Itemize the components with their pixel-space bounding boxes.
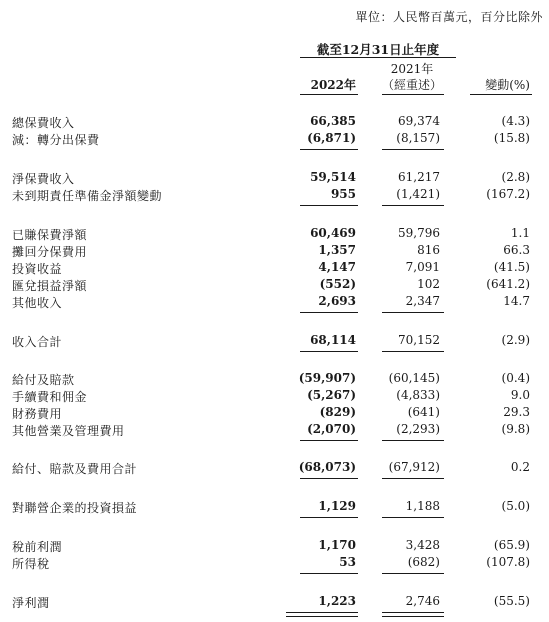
table-row (0, 388, 549, 405)
value-2022: 1,170 (318, 538, 356, 552)
value-2021: (682) (407, 555, 440, 569)
table-row (0, 555, 549, 572)
value-change: (65.9) (493, 538, 530, 552)
value-2021: 816 (417, 243, 440, 257)
header-underline-change (470, 94, 532, 95)
value-2021: (4,833) (396, 388, 440, 402)
table-row (0, 187, 549, 204)
row-label: 對聯營企業的投資損益 (12, 501, 138, 515)
table-row (0, 460, 549, 477)
value-2022: 4,147 (318, 260, 356, 274)
row-label: 給付及賠款 (12, 373, 75, 387)
table-row (0, 131, 549, 148)
subtotal-rule (300, 440, 358, 441)
value-change: (41.5) (493, 260, 530, 274)
value-2022: 2,693 (318, 294, 356, 308)
subtotal-rule (382, 478, 444, 479)
row-label: 匯兌損益淨額 (12, 279, 88, 293)
unit-note: 單位：人民幣百萬元，百分比除外 (355, 10, 543, 24)
row-label: 稅前利潤 (12, 540, 63, 554)
value-change: (107.8) (486, 555, 530, 569)
row-label: 淨利潤 (12, 596, 50, 610)
row-label: 財務費用 (12, 407, 63, 421)
table-row (0, 226, 549, 243)
row-label: 收入合計 (12, 335, 63, 349)
value-2021: (8,157) (396, 131, 440, 145)
value-change: (2.9) (501, 333, 530, 347)
subtotal-rule (382, 205, 444, 206)
value-2022: 68,114 (310, 333, 356, 347)
value-2021: (641) (407, 405, 440, 419)
value-change: (4.3) (501, 114, 530, 128)
value-2021: 1,188 (405, 499, 440, 513)
value-2021: 2,746 (405, 594, 440, 608)
value-change: 9.0 (510, 388, 530, 402)
value-2021: (60,145) (388, 371, 440, 385)
value-2021: 3,428 (405, 538, 440, 552)
value-change: 1.1 (510, 226, 530, 240)
table-row (0, 243, 549, 260)
subtotal-rule (382, 312, 444, 313)
value-2022: (829) (319, 405, 356, 419)
table-row (0, 170, 549, 187)
subtotal-rule (300, 478, 358, 479)
table-row (0, 422, 549, 439)
value-2021: (2,293) (396, 422, 440, 436)
total-double-rule (382, 612, 444, 617)
row-label: 其他營業及管理費用 (12, 424, 125, 438)
table-row (0, 333, 549, 350)
value-change: (5.0) (501, 499, 530, 513)
table-row (0, 114, 549, 131)
subtotal-rule (300, 312, 358, 313)
total-double-rule (286, 612, 358, 617)
row-label: 總保費收入 (12, 116, 75, 130)
value-2022: (5,267) (307, 388, 356, 402)
table-row (0, 371, 549, 388)
value-2021: (67,912) (388, 460, 440, 474)
value-2021: 69,374 (398, 114, 440, 128)
row-label: 淨保費收入 (12, 172, 75, 186)
row-label: 攤回分保費用 (12, 245, 88, 259)
value-change: (15.8) (493, 131, 530, 145)
value-2021: 70,152 (398, 333, 440, 347)
value-2021: 2,347 (405, 294, 440, 308)
subtotal-rule (382, 517, 444, 518)
value-change: 29.3 (503, 405, 530, 419)
value-2022: 955 (330, 187, 356, 201)
row-label: 投資收益 (12, 262, 63, 276)
table-row (0, 538, 549, 555)
column-header-2022: 2022年 (310, 78, 356, 92)
row-label: 給付、賠款及費用合計 (12, 462, 138, 476)
table-row (0, 294, 549, 311)
value-change: 14.7 (503, 294, 530, 308)
value-2021: (1,421) (396, 187, 440, 201)
table-row (0, 260, 549, 277)
row-label: 減：轉分出保費 (12, 133, 100, 147)
subtotal-rule (300, 517, 358, 518)
value-2021: 7,091 (405, 260, 440, 274)
subtotal-rule (300, 351, 358, 352)
subtotal-rule (382, 440, 444, 441)
header-underline-2021 (382, 94, 444, 95)
column-header-change: 變動(%) (485, 78, 530, 92)
subtotal-rule (382, 573, 444, 574)
value-2021: 61,217 (398, 170, 440, 184)
value-2022: 1,357 (318, 243, 356, 257)
row-label: 其他收入 (12, 296, 63, 310)
value-2022: 53 (339, 555, 356, 569)
value-change: (167.2) (486, 187, 530, 201)
period-header: 截至12月31日止年度 (316, 42, 440, 57)
column-header-2021-note: （經重述） (382, 78, 443, 92)
table-row (0, 277, 549, 294)
subtotal-rule (300, 205, 358, 206)
value-2022: (552) (319, 277, 356, 291)
subtotal-rule (382, 351, 444, 352)
value-change: (2.8) (501, 170, 530, 184)
header-underline-2022 (300, 94, 358, 95)
value-2022: 66,385 (310, 114, 356, 128)
row-label: 已賺保費淨額 (12, 228, 88, 242)
subtotal-rule (300, 573, 358, 574)
row-label: 未到期責任準備金淨額變動 (12, 189, 163, 203)
value-change: (641.2) (486, 277, 530, 291)
table-row (0, 405, 549, 422)
value-2022: 60,469 (310, 226, 356, 240)
value-2022: (68,073) (298, 460, 356, 474)
value-2022: (59,907) (298, 371, 356, 385)
value-change: (0.4) (501, 371, 530, 385)
value-2021: 102 (417, 277, 440, 291)
value-change: (55.5) (493, 594, 530, 608)
value-change: (9.8) (501, 422, 530, 436)
period-underline (300, 57, 456, 58)
value-change: 0.2 (510, 460, 530, 474)
value-2022: 1,129 (318, 499, 356, 513)
value-2021: 59,796 (398, 226, 440, 240)
subtotal-rule (382, 149, 444, 150)
value-change: 66.3 (503, 243, 530, 257)
row-label: 手續費和佣金 (12, 390, 88, 404)
table-row (0, 594, 549, 611)
value-2022: 1,223 (318, 594, 356, 608)
row-label: 所得稅 (12, 557, 50, 571)
subtotal-rule (300, 149, 358, 150)
value-2022: (2,070) (307, 422, 356, 436)
column-header-2021-year: 2021年 (390, 62, 434, 76)
value-2022: (6,871) (307, 131, 356, 145)
value-2022: 59,514 (310, 170, 356, 184)
table-row (0, 499, 549, 516)
